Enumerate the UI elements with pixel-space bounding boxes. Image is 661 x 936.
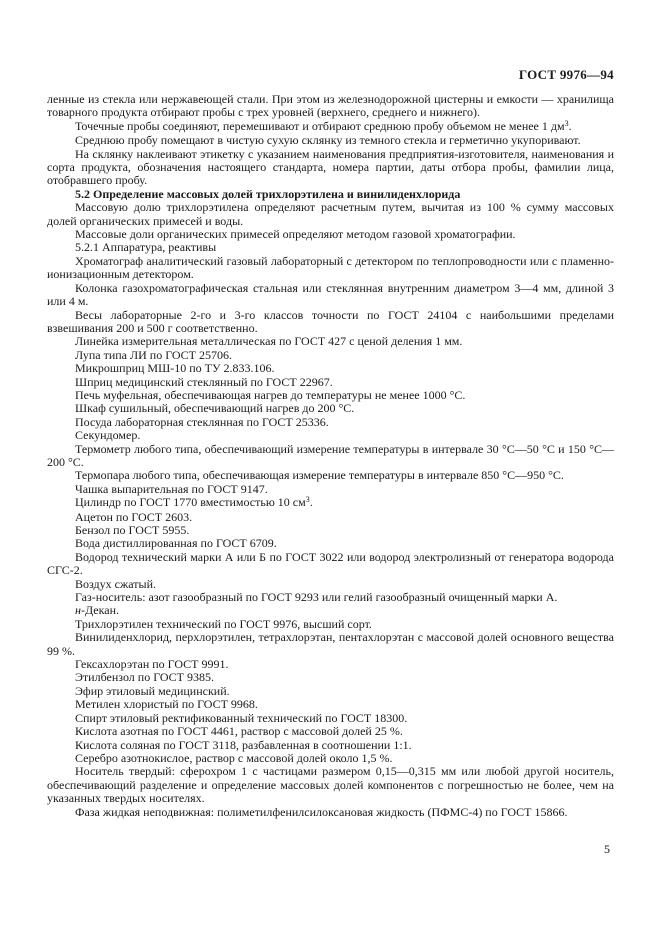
paragraph: Цилиндр по ГОСТ 1770 вместимостью 10 $см^3$. — [75, 495, 313, 510]
superscript: 3 — [564, 118, 569, 128]
paragraph: Спирт этиловый ректификованный технический по ГОСТ 18300. — [75, 710, 408, 725]
paragraph: Газ-носитель: азот газообразный по ГОСТ 9293 или гелий газообразный очищенный марки А. — [75, 590, 558, 605]
paragraph: ленные из стекла или нержавеющей стали. При этом из железнодорожной цистерны и емкости — хранилища товарного продукта отбирают пробы с трех уровней (верхнего, среднего и нижнего). — [47, 92, 614, 120]
paragraph: Серебро азотнокислое, раствор с массовой долей около 1,5 %. — [75, 750, 393, 765]
italic-text: н — [75, 603, 81, 618]
paragraph: Фаза жидкая неподвижная: полиметилфенилсилоксановая жидкость (ПФМС-4) по ГОСТ 15866. — [75, 804, 568, 819]
paragraph: Массовые доли органических примесей определяют методом газовой хроматографии. — [75, 227, 516, 242]
paragraph: Воздух сжатый. — [75, 576, 156, 591]
paragraph: Лупа типа ЛИ по ГОСТ 25706. — [75, 347, 233, 362]
paragraph: Термопара любого типа, обеспечивающая измерение температуры в интервале 850 °С—950 °С. — [75, 468, 564, 483]
paragraph: Кислота азотная по ГОСТ 4461, раствор с массовой долей 25 %. — [75, 724, 403, 739]
paragraph: Винилиденхлорид, перхлорэтилен, тетрахлорэтан, пентахлорэтан с массовой долей основного вещества 99 %. — [47, 630, 614, 658]
paragraph: Шкаф сушильный, обеспечивающий нагрев до 200 °С. — [75, 401, 355, 416]
paragraph: Колонка газохроматографическая стальная или стеклянная внутренним диаметром 3—4 мм, длиной 3 или 4 м. — [47, 280, 614, 309]
paragraph: Носитель твердый: сферохром 1 с частицами размером 0,15—0,315 мм или любой другой носитель, обеспечивающий разделение и определение массовых долей компонентов с погрешностью не более, чем на указанных твердых носителях. — [47, 764, 614, 806]
paragraph: Точечные пробы соединяют, перемешивают и отбирают среднюю пробу объемом не менее 1 $дм^3$. — [75, 118, 572, 133]
paragraph: Массовую долю трихлорэтилена определяют расчетным путем, вычитая из 100 % сумму массовых долей органических примесей и воды. — [47, 200, 614, 228]
paragraph: Бензол по ГОСТ 5955. — [75, 523, 190, 537]
gost-standard-number: ГОСТ 9976—94 — [518, 67, 614, 82]
paragraph: Линейка измерительная металлическая по ГОСТ 427 с ценой деления 1 мм. — [75, 334, 463, 349]
paragraph: н-Декан. — [75, 603, 120, 618]
paragraph: Весы лабораторные 2-го и 3-го классов точности по ГОСТ 24104 с наибольшими пределами взвешивания 200 и 500 г соответственно. — [47, 307, 614, 335]
paragraph: Секундомер. — [75, 428, 141, 443]
paragraph: Этилбензол по ГОСТ 9385. — [75, 670, 214, 685]
paragraph: Гексахлорэтан по ГОСТ 9991. — [75, 657, 229, 672]
paragraph: Среднюю пробу помещают в чистую сухую склянку из темного стекла и герметично укупоривают. — [75, 133, 581, 148]
superscript: 3 — [305, 495, 310, 505]
paragraph: Кислота соляная по ГОСТ 3118, разбавленная в соотношении 1:1. — [75, 737, 412, 752]
paragraph: Хроматограф аналитический газовый лабораторный с детектором по теплопроводности или с пламенно-ионизационным детектором. — [47, 253, 614, 282]
paragraph: Посуда лабораторная стеклянная по ГОСТ 25336. — [75, 414, 329, 429]
paragraph: Печь муфельная, обеспечивающая нагрев до температуры не менее 1000 °С. — [75, 387, 466, 402]
paragraph: 5.2.1 Аппаратура, реактивы — [75, 240, 217, 255]
paragraph: На склянку наклеивают этикетку с указанием наименования предприятия-изготовителя, наименования и сорта продукта, обозначения настоящего стандарта, номера партии, даты отбора пробы, фамилии лица, отобравшего пробу. — [47, 146, 614, 188]
page-number: 5 — [604, 842, 610, 856]
paragraph: Вода дистиллированная по ГОСТ 6709. — [75, 536, 277, 551]
document-body — [47, 93, 614, 819]
paragraph: Эфир этиловый медицинский. — [75, 683, 230, 698]
paragraph: Метилен хлористый по ГОСТ 9968. — [75, 697, 258, 712]
paragraph: Водород технический марки А или Б по ГОСТ 3022 или водород электролизный от генератора водорода СГС-2. — [47, 549, 614, 578]
paragraph: Шприц медицинский стеклянный по ГОСТ 22967. — [75, 374, 333, 389]
paragraph: Ацетон по ГОСТ 2603. — [75, 509, 193, 524]
section-heading: 5.2 Определение массовых долей трихлорэтилена и винилиденхлорида — [75, 186, 461, 201]
paragraph: Термометр любого типа, обеспечивающий измерение температуры в интервале 30 °С—50 °С и 150 °С—200 °С. — [47, 441, 614, 469]
paragraph: Микрошприц МШ-10 по ТУ 2.833.106. — [75, 361, 275, 376]
paragraph: Чашка выпарительная по ГОСТ 9147. — [75, 481, 268, 496]
paragraph: Трихлорэтилен технический по ГОСТ 9976, высший сорт. — [75, 616, 372, 631]
